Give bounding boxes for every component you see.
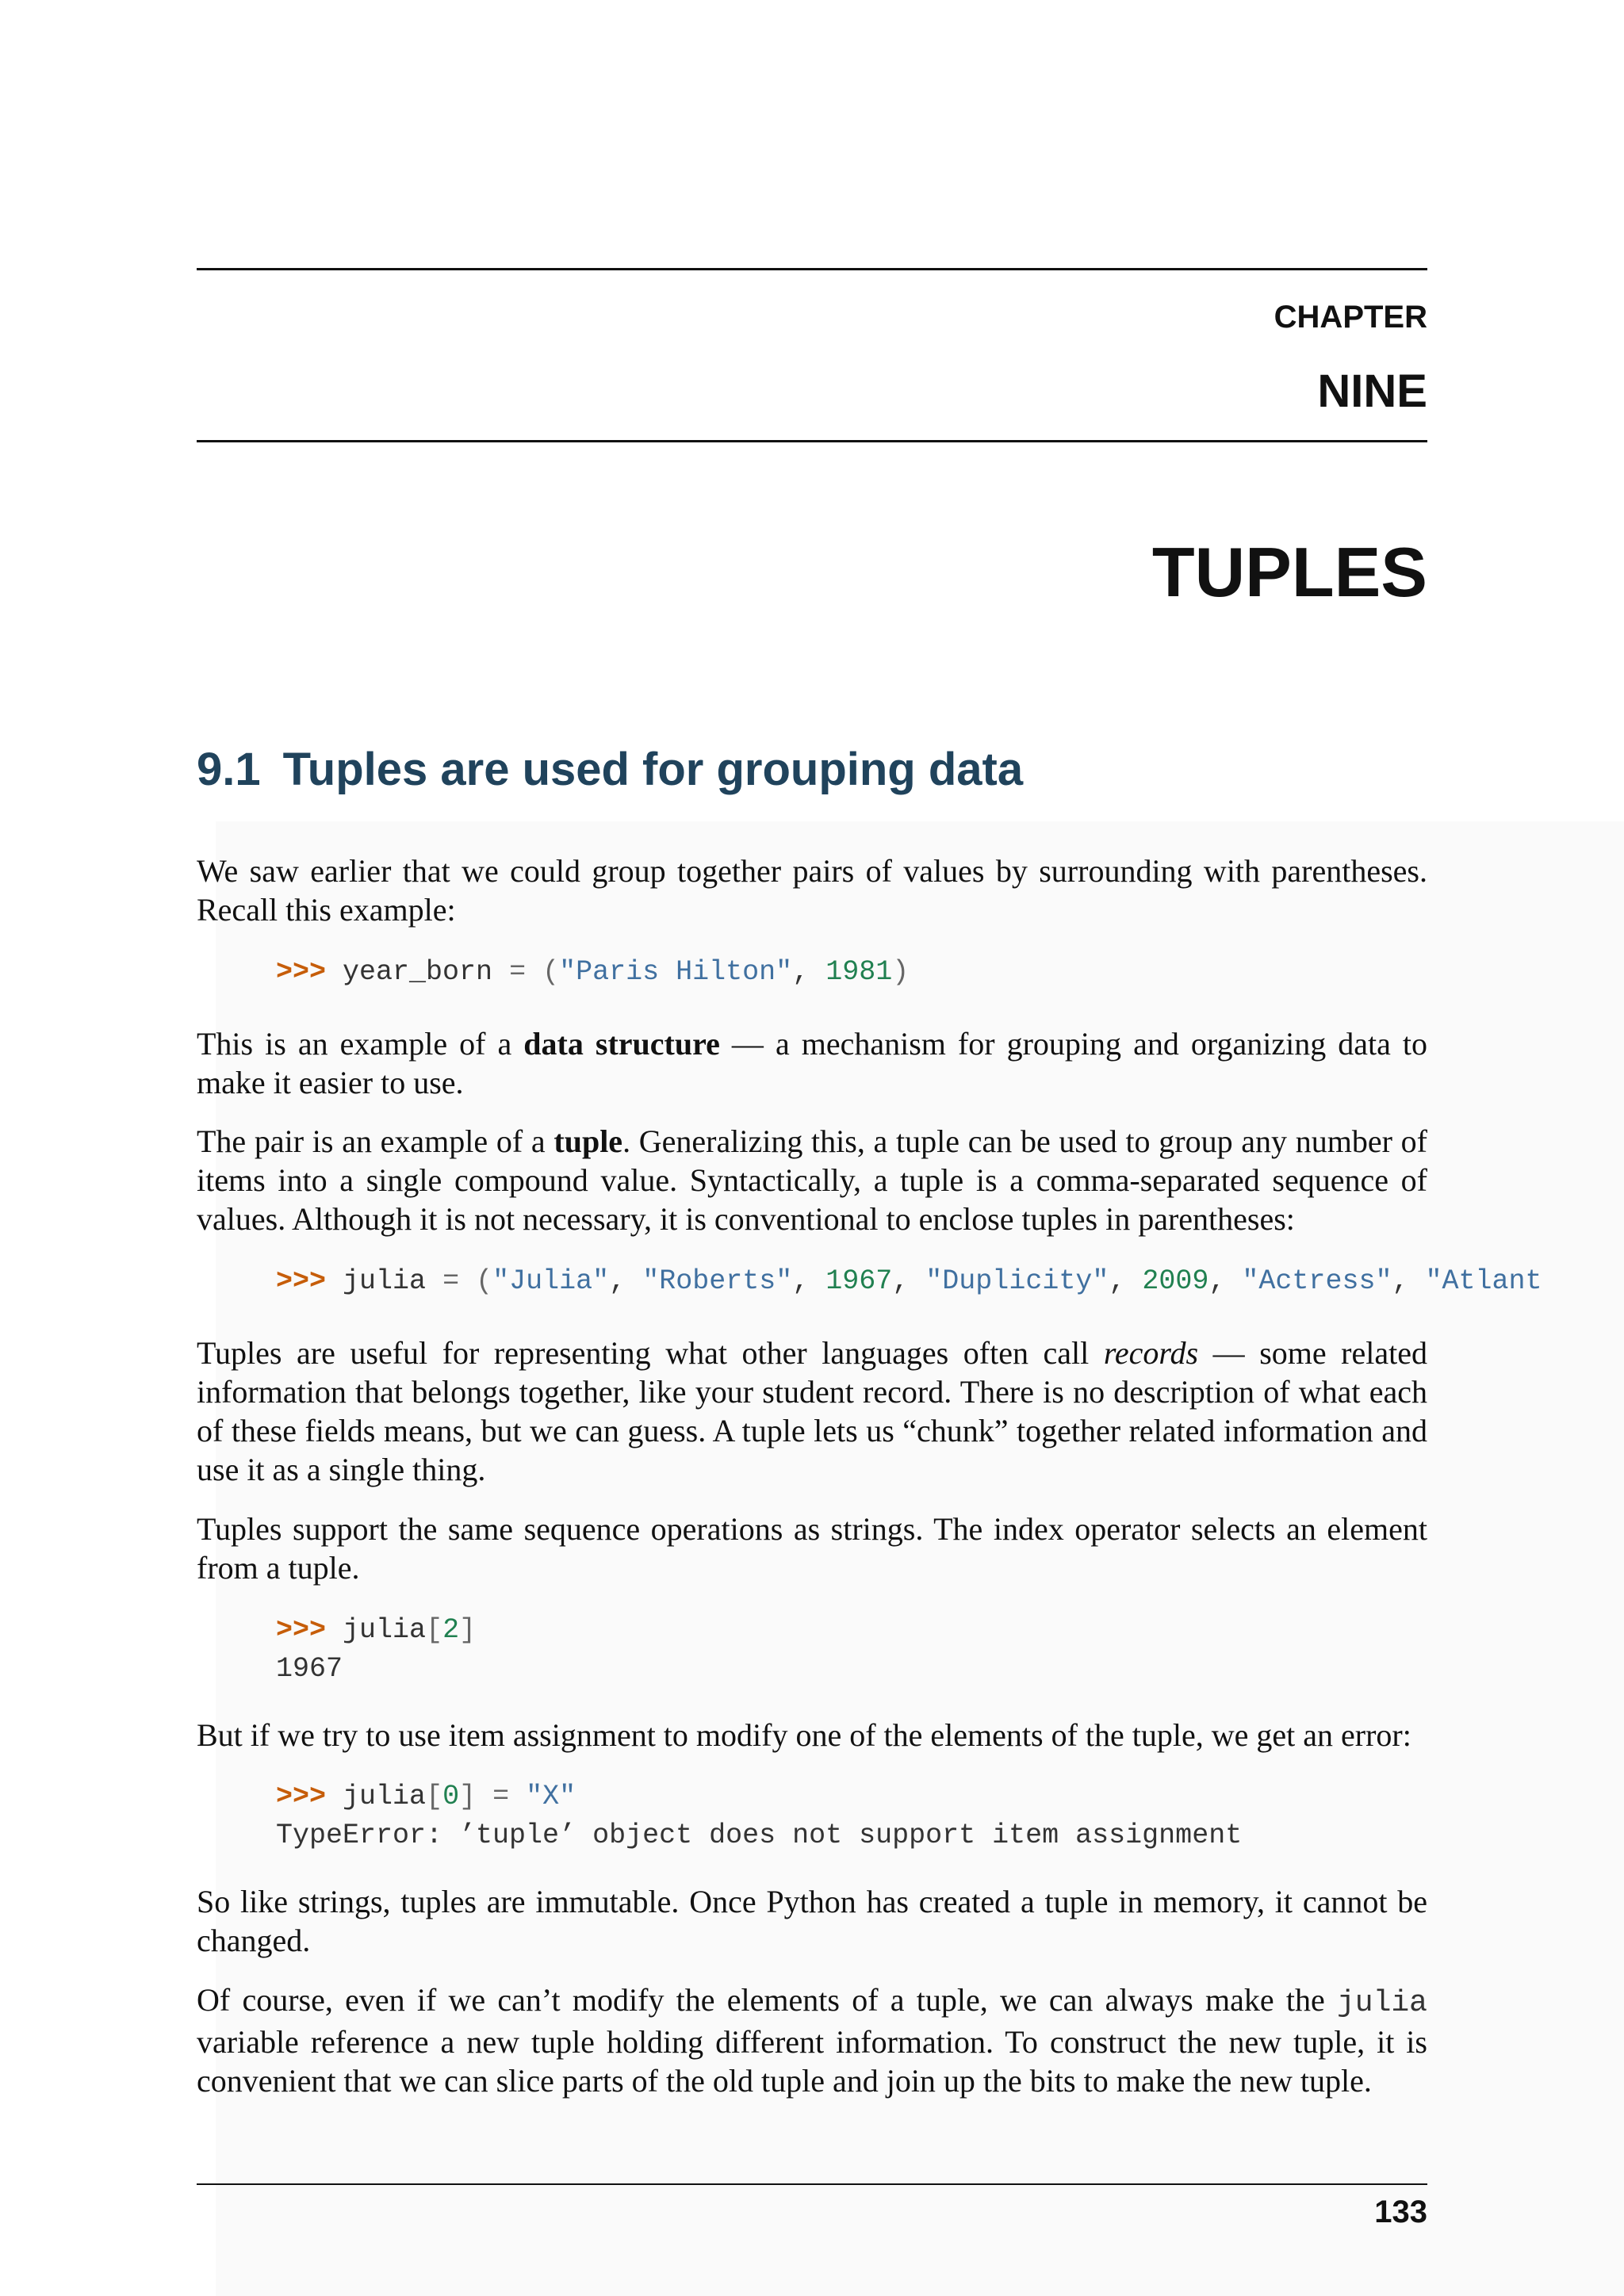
paragraph-text: — a mechanism for grouping and organizing data to make it easier to use. <box>197 1026 1427 1100</box>
paragraph-text: . Generalizing this, a tuple can be used to group any number of items into a single compound value. Syntactically, a tuple is a comma-separated sequence of values. Although it is not necessary, it is conventional to enclose tuples in parentheses: <box>197 1123 1427 1237</box>
code-prompt: >>> <box>276 1265 327 1297</box>
code-string: "Roberts" <box>642 1265 793 1297</box>
code-number: 1981 <box>825 956 893 988</box>
code-number: 1967 <box>825 1265 893 1297</box>
paragraph-records <box>197 1334 1427 1489</box>
page-number: 133 <box>1374 2195 1427 2229</box>
code-punctuation: , <box>609 1265 626 1297</box>
code-string: "X" <box>526 1781 576 1812</box>
code-string: "Paris Hilton" <box>559 956 793 988</box>
chapter-title: TUPLES <box>1151 533 1427 611</box>
code-prompt: >>> <box>276 956 327 988</box>
code-punctuation: ] <box>459 1614 477 1646</box>
paragraph-new-tuple <box>197 1980 1427 2100</box>
code-punctuation: ( <box>542 956 560 988</box>
code-prompt: >>> <box>276 1614 327 1646</box>
code-punctuation: , <box>1392 1265 1409 1297</box>
code-punctuation: ( <box>476 1265 493 1297</box>
code-example-index <box>276 1611 476 1689</box>
code-string: "Actress" <box>1242 1265 1392 1297</box>
section-heading <box>197 742 1023 798</box>
paragraph-item-assignment: But if we try to use item assignment to modify one of the elements of the tuple, we get an error: <box>197 1717 1411 1753</box>
code-output: 1967 <box>276 1653 343 1685</box>
code-operator: = <box>442 1265 460 1297</box>
code-punctuation: , <box>792 956 810 988</box>
paragraph-text: Tuples are useful for representing what other languages often call <box>197 1335 1104 1371</box>
code-punctuation: , <box>1109 1265 1126 1297</box>
term-records: records <box>1103 1335 1199 1371</box>
paragraph-sequence-operations: Tuples support the same sequence operations as strings. The index operator selects an element from a tuple. <box>197 1511 1427 1586</box>
paragraph-text: — some related information that belongs together, like your student record. There is no description of what each of these fields means, but we can guess. A tuple lets us “chunk” together related information and use it as a single thing. <box>197 1335 1427 1487</box>
code-string: "Atlant <box>1425 1265 1542 1297</box>
code-output: TypeError: ’tuple’ object does not support item assignment <box>276 1820 1243 1851</box>
code-prompt: >>> <box>276 1781 327 1812</box>
code-number: 0 <box>442 1781 460 1812</box>
paragraph-tuple-definition <box>197 1122 1427 1238</box>
code-punctuation: ] <box>459 1781 477 1812</box>
section-number: 9.1 <box>197 744 261 795</box>
code-punctuation: , <box>892 1265 910 1297</box>
paragraph-text: This is an example of a <box>197 1026 524 1062</box>
code-operator: = <box>509 956 527 988</box>
code-number: 2 <box>442 1614 460 1646</box>
paragraph-text: Of course, even if we can’t modify the elements of a tuple, we can always make the <box>197 1982 1337 2018</box>
section-title: Tuples are used for grouping data <box>282 744 1024 795</box>
chapter-bottom-rule <box>197 440 1427 442</box>
chapter-label: CHAPTER <box>1274 300 1427 335</box>
code-example-type-error <box>276 1777 1242 1855</box>
code-punctuation: [ <box>426 1781 443 1812</box>
code-string: "Duplicity" <box>925 1265 1109 1297</box>
paragraph-intro: We saw earlier that we could group together pairs of values by surrounding with parentheses. Recall this example: <box>197 853 1427 928</box>
code-example-year-born <box>276 953 909 992</box>
paragraph-immutable: So like strings, tuples are immutable. Once Python has created a tuple in memory, it cannot be changed. <box>197 1884 1427 1958</box>
chapter-top-rule <box>197 268 1427 270</box>
code-variable: julia <box>343 1614 427 1646</box>
term-tuple: tuple <box>553 1123 623 1159</box>
code-variable: julia <box>343 1781 427 1812</box>
code-punctuation: [ <box>426 1614 443 1646</box>
code-number: 2009 <box>1142 1265 1209 1297</box>
code-variable: year_born <box>343 956 493 988</box>
code-variable: julia <box>343 1265 427 1297</box>
term-data-structure: data structure <box>523 1026 720 1062</box>
inline-code-julia: julia <box>1336 1986 1427 2020</box>
code-string: "Julia" <box>492 1265 610 1297</box>
paragraph-text: variable reference a new tuple holding different information. To construct the new tuple, it is convenient that we can slice parts of the old tuple and join up the bits to make the new tuple. <box>197 2024 1427 2099</box>
paragraph-text: The pair is an example of a <box>197 1123 554 1159</box>
code-punctuation: ) <box>892 956 910 988</box>
paragraph-data-structure <box>197 1024 1427 1102</box>
code-example-julia-tuple <box>276 1262 1542 1301</box>
code-punctuation: , <box>1208 1265 1226 1297</box>
chapter-number: NINE <box>1317 365 1427 417</box>
footer-rule <box>197 2183 1427 2185</box>
code-operator: = <box>492 1781 510 1812</box>
code-punctuation: , <box>792 1265 810 1297</box>
